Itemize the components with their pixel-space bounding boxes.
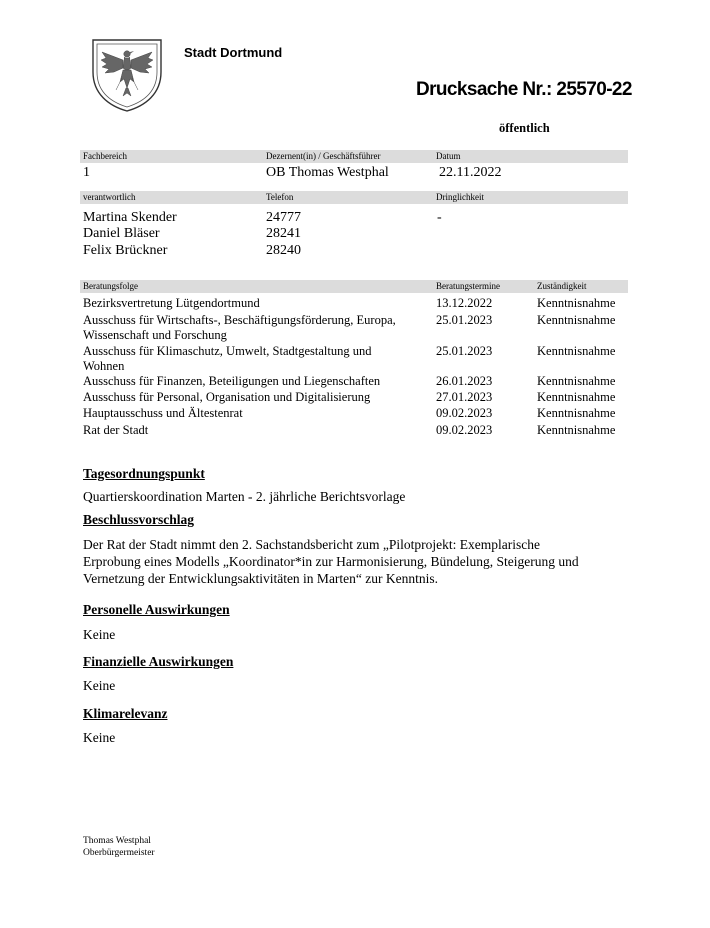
gremium-continued: Wissenschaft und Forschung bbox=[83, 328, 227, 342]
klimarelevanz-text: Keine bbox=[83, 730, 116, 745]
beratungstermin: 25.01.2023 bbox=[436, 313, 493, 327]
person-phone: 28241 bbox=[266, 226, 301, 241]
zustaendigkeit: Kenntnisnahme bbox=[537, 296, 616, 310]
section-heading-finanzielle-auswirkungen: Finanzielle Auswirkungen bbox=[83, 654, 234, 669]
value-dezernent: OB Thomas Westphal bbox=[266, 165, 389, 180]
label-zustaendigkeit: Zuständigkeit bbox=[537, 281, 587, 291]
beratungstermin: 25.01.2023 bbox=[436, 344, 493, 358]
value-datum: 22.11.2022 bbox=[439, 165, 502, 180]
beschluss-text-line: Erprobung eines Modells „Koordinator*in zur Harmonisierung, Bündelung, Steigerung und bbox=[83, 554, 579, 569]
label-dringlichkeit: Dringlichkeit bbox=[436, 192, 484, 202]
person-name: Martina Skender bbox=[83, 210, 177, 225]
personelle-auswirkungen-text: Keine bbox=[83, 627, 116, 642]
section-heading-personelle-auswirkungen: Personelle Auswirkungen bbox=[83, 602, 230, 617]
gremium: Ausschuss für Klimaschutz, Umwelt, Stadtgestaltung und bbox=[83, 344, 372, 358]
gremium: Ausschuss für Wirtschafts-, Beschäftigungsförderung, Europa, bbox=[83, 313, 396, 327]
beschluss-text-line: Vernetzung der Entwicklungsaktivitäten in Marten“ zur Kenntnis. bbox=[83, 571, 439, 586]
meta2-header-bar bbox=[80, 191, 628, 204]
person-name: Daniel Bläser bbox=[83, 226, 160, 241]
beratungstermin: 09.02.2023 bbox=[436, 423, 493, 437]
beratungstermin: 09.02.2023 bbox=[436, 406, 493, 420]
zustaendigkeit: Kenntnisnahme bbox=[537, 423, 616, 437]
person-name: Felix Brückner bbox=[83, 243, 168, 258]
label-datum: Datum bbox=[436, 151, 461, 161]
beratungstermin: 26.01.2023 bbox=[436, 374, 493, 388]
section-heading-tagesordnungspunkt: Tagesordnungspunkt bbox=[83, 466, 205, 481]
value-dringlichkeit: - bbox=[437, 210, 442, 225]
zustaendigkeit: Kenntnisnahme bbox=[537, 390, 616, 404]
zustaendigkeit: Kenntnisnahme bbox=[537, 374, 616, 388]
gremium-continued: Wohnen bbox=[83, 359, 125, 373]
document-number: Drucksache Nr.: 25570-22 bbox=[416, 79, 632, 100]
gremium: Rat der Stadt bbox=[83, 423, 149, 437]
person-phone: 28240 bbox=[266, 243, 301, 258]
value-fachbereich: 1 bbox=[83, 165, 90, 180]
gremium: Ausschuss für Finanzen, Beteiligungen und Liegenschaften bbox=[83, 374, 381, 388]
zustaendigkeit: Kenntnisnahme bbox=[537, 344, 616, 358]
label-fachbereich: Fachbereich bbox=[83, 151, 127, 161]
org-name: Stadt Dortmund bbox=[184, 45, 283, 60]
zustaendigkeit: Kenntnisnahme bbox=[537, 313, 616, 327]
gremium: Ausschuss für Personal, Organisation und Digitalisierung bbox=[83, 390, 371, 404]
beschluss-text-line: Der Rat der Stadt nimmt den 2. Sachstandsbericht zum „Pilotprojekt: Exemplarische bbox=[83, 537, 541, 552]
section-heading-beschlussvorschlag: Beschlussvorschlag bbox=[83, 512, 195, 527]
signature-title: Oberbürgermeister bbox=[83, 848, 155, 858]
signature-name: Thomas Westphal bbox=[83, 836, 151, 846]
zustaendigkeit: Kenntnisnahme bbox=[537, 406, 616, 420]
gremium: Bezirksvertretung Lütgendortmund bbox=[83, 296, 260, 310]
label-telefon: Telefon bbox=[266, 192, 294, 202]
visibility-label: öffentlich bbox=[499, 121, 550, 135]
gremium: Hauptausschuss und Ältestenrat bbox=[83, 406, 243, 420]
tagesordnungspunkt-text: Quartierskoordination Marten - 2. jährliche Berichtsvorlage bbox=[83, 489, 406, 504]
finanzielle-auswirkungen-text: Keine bbox=[83, 678, 116, 693]
person-phone: 24777 bbox=[266, 210, 301, 225]
beratungstermin: 27.01.2023 bbox=[436, 390, 493, 404]
beratungstermin: 13.12.2022 bbox=[436, 296, 493, 310]
coat-of-arms-logo bbox=[90, 38, 164, 112]
section-heading-klimarelevanz: Klimarelevanz bbox=[83, 706, 168, 721]
label-beratungstermine: Beratungstermine bbox=[436, 281, 500, 291]
label-verantwortlich: verantwortlich bbox=[83, 192, 136, 202]
label-dezernent: Dezernent(in) / Geschäftsführer bbox=[266, 151, 381, 161]
label-beratungsfolge: Beratungsfolge bbox=[83, 281, 138, 291]
